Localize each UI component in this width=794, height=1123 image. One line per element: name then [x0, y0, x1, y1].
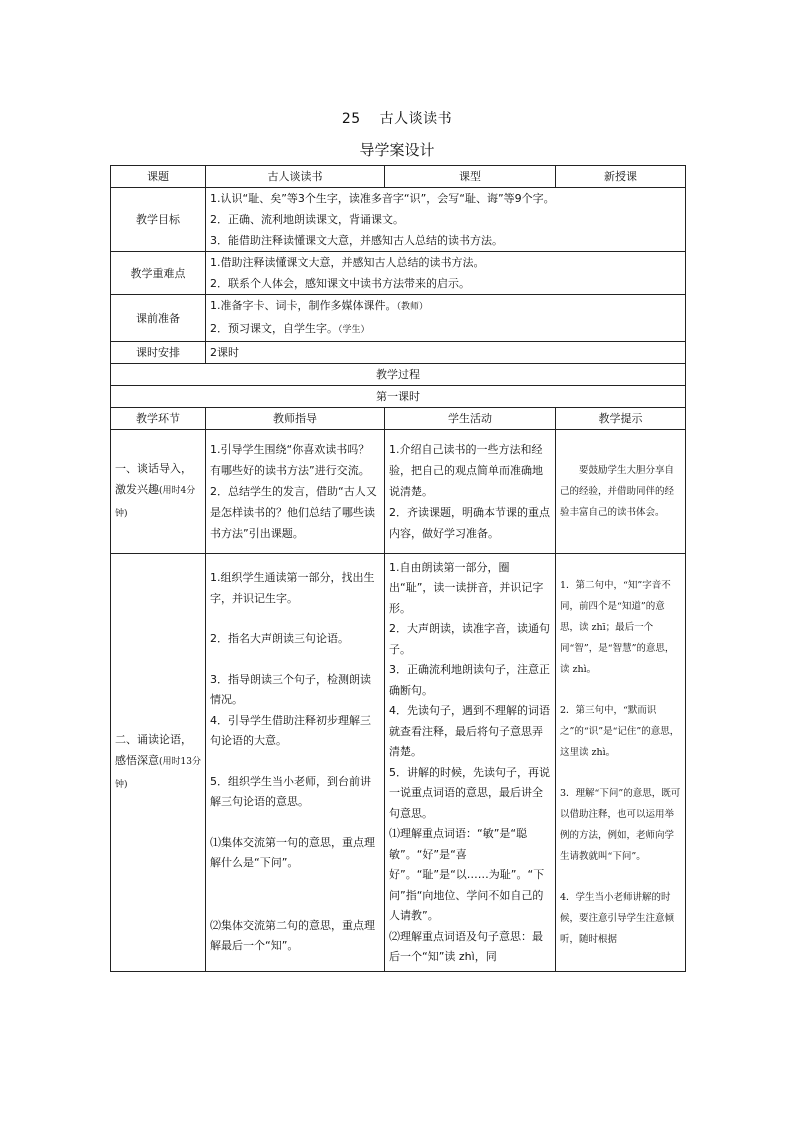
- stage2-teacher-item: 5．组织学生当小老师，到台前讲解三句论语的意思。: [210, 774, 371, 809]
- lesson-title: 古人谈读书: [379, 111, 453, 127]
- stage1-time: (用时4分钟): [115, 486, 196, 519]
- stage2-student-item: 5．讲解的时候，先读句子，再说一说重点词语的意思，最后讲全句意思。: [389, 765, 550, 820]
- period-row: [111, 386, 686, 408]
- prep-note: （教师）: [396, 302, 429, 312]
- goals-row: [111, 188, 686, 252]
- stage2-teacher-item: 2．指名大声朗读三句论语。: [210, 632, 349, 646]
- lesson-plan-table: [110, 165, 686, 972]
- keypoints-row: [111, 252, 686, 295]
- goal-item: 2．正确、流利地朗读课文，背诵课文。: [210, 213, 404, 226]
- stage1-student-cell: [385, 430, 556, 554]
- prep-text: 1.准备字卡、词卡，制作多媒体课件。: [210, 299, 397, 312]
- keypoint-item: 2．联系个人体会，感知课文中读书方法带来的启示。: [210, 277, 470, 290]
- stage2-teacher-item: 1.组织学生通读第一部分，找出生字，并识记生字。: [210, 571, 375, 605]
- stage1-teacher-item: 1.引导学生围绕“你喜欢读书吗？有哪些好的读书方法”进行交流。: [210, 443, 370, 477]
- stage2-teacher-cell: [206, 554, 385, 972]
- schedule-value: 2课时: [206, 342, 686, 364]
- prep-cell: [206, 295, 686, 342]
- stage2-student-item: 2．大声朗读，读准字音，读通句子。: [389, 622, 550, 656]
- stage1-name-text: 一、谈话导入，激发兴趣: [115, 462, 192, 496]
- col-teacher-header: 教师指导: [206, 408, 385, 430]
- stage1-name-cell: [111, 430, 206, 554]
- stage2-teacher-item: ⑴集体交流第一句的意思，重点理解什么是“下问”。: [210, 835, 375, 870]
- prep-item: [210, 318, 681, 341]
- stage2-hint-item: 1．第二句中，“知”字音不同，前四个是“知道”的意思，读 zhī；最后一个同“智”，是“智慧”的意思，读 zhì。: [560, 580, 675, 675]
- stage2-student-item: 1.自由朗读第一部分，圈出“耻”，读一读拼音，并识记字形。: [389, 560, 544, 615]
- stage1-row: [111, 430, 686, 554]
- stage2-name: [115, 729, 201, 796]
- topic-row: [111, 166, 686, 188]
- stage2-student-item: 3．正确流利地朗读句子，注意正确断句。: [389, 663, 550, 697]
- prep-row: [111, 295, 686, 342]
- type-label: 课型: [385, 166, 556, 188]
- schedule-label: 课时安排: [111, 342, 206, 364]
- stage1-hint: 要鼓励学生大胆分享自己的经验，并借助同伴的经验丰富自己的读书体会。: [560, 465, 675, 518]
- stage2-student-item: 4．先读句子，遇到不理解的词语就查看注释，最后将句子意思弄清楚。: [389, 704, 550, 758]
- topic-label: 课题: [111, 166, 206, 188]
- process-title: 教学过程: [111, 364, 686, 386]
- lesson-number: 25: [341, 111, 361, 127]
- stage2-hint-item: 3．理解“下问”的意思，既可以借助注释，也可以运用举例的方法，例如，老师向学生请教就叫“下问”。: [560, 788, 681, 862]
- keypoint-item: 1.借助注释读懂课文大意，并感知古人总结的读书方法。: [210, 256, 485, 269]
- col-hint-header: 教学提示: [556, 408, 686, 430]
- goals-cell: [206, 188, 686, 252]
- goal-item: 3．能借助注释读懂课文大意，并感知古人总结的读书方法。: [210, 234, 503, 247]
- stage2-teacher-item: 3．指导朗读三个句子，检测朗读情况。: [210, 672, 371, 707]
- stage2-hint-item: 2．第三句中，“默而识之”的“识”是“记住”的意思，这里读 zhì。: [560, 705, 680, 758]
- stage2-teacher-item: 4．引导学生借助注释初步理解三句论语的大意。: [210, 713, 371, 748]
- stage2-student-item: ⑵理解重点词语及句子意思：最后一个“知”读 zhì，同: [389, 929, 543, 963]
- prep-label: 课前准备: [111, 295, 206, 342]
- stage1-student-item: 1.介绍自己读书的一些方法和经验，把自己的观点简单而准确地说清楚。: [389, 443, 543, 498]
- process-header-row: [111, 408, 686, 430]
- schedule-row: [111, 342, 686, 364]
- goals-label: 教学目标: [111, 188, 206, 252]
- stage2-row: [111, 554, 686, 972]
- stage2-name-cell: [111, 554, 206, 972]
- prep-item: [210, 295, 681, 318]
- stage1-student-item: 2．齐读课题，明确本节课的重点内容，做好学习准备。: [389, 506, 550, 540]
- prep-note: （学生）: [338, 325, 370, 335]
- stage2-hint-item: 4．学生当小老师讲解的时候，要注意引导学生注意倾听，随时根据: [560, 892, 675, 945]
- col-student-header: 学生活动: [385, 408, 556, 430]
- col-stage-header: 教学环节: [111, 408, 206, 430]
- stage2-student-item: ⑴理解重点词语：“敏”是“聪敏”。“好”是“喜好”。“耻”是“以……为耻”。“下问”指“向地位、学问不如自己的人请教”。: [389, 827, 545, 922]
- prep-text: 2．预习课文，自学生字。: [210, 322, 338, 335]
- period-title: 第一课时: [111, 386, 686, 408]
- stage2-student-cell: [385, 554, 556, 972]
- stage2-time: (用时13分钟): [115, 757, 201, 790]
- stage1-hint-cell: [556, 430, 686, 554]
- topic-value: 古人谈读书: [206, 166, 385, 188]
- goal-item: 1.认识“耻、矣”等3个生字，读准多音字“识”，会写“耻、诲”等9个字。: [210, 192, 555, 205]
- stage2-teacher-item: ⑵集体交流第二句的意思，重点理解最后一个“知”。: [210, 918, 375, 953]
- page-subtitle: 导学案设计: [359, 141, 435, 159]
- stage2-hint-cell: [556, 554, 686, 972]
- stage1-teacher-cell: [206, 430, 385, 554]
- keypoints-cell: [206, 252, 686, 295]
- keypoints-label: 教学重难点: [111, 252, 206, 295]
- type-value: 新授课: [556, 166, 686, 188]
- lesson-title-line: [0, 108, 794, 128]
- stage1-name: [115, 458, 201, 525]
- stage2-name-text: 二、诵读论语，感悟深意: [115, 733, 192, 767]
- process-title-row: [111, 364, 686, 386]
- stage1-teacher-item: 2．总结学生的发言，借助“古人又是怎样读书的？他们总结了哪些读书方法”引出课题。: [210, 485, 377, 540]
